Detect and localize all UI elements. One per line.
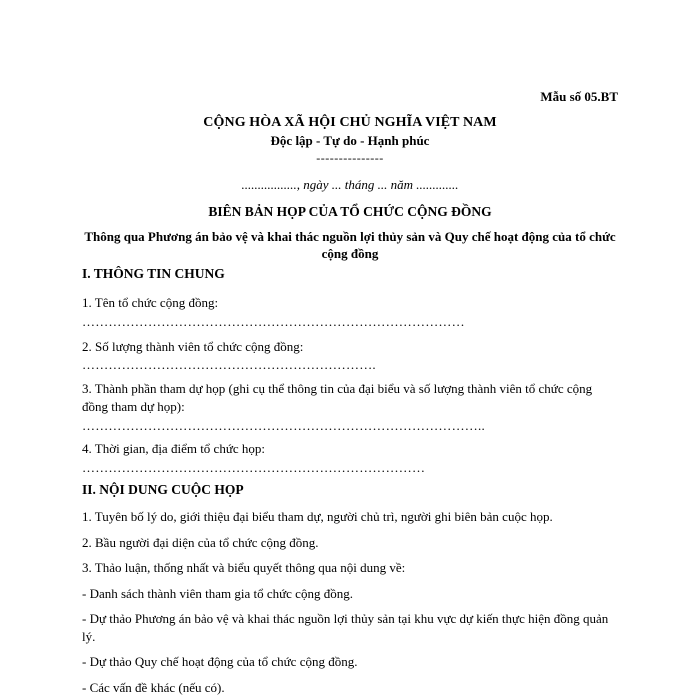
form-code: Mẫu số 05.BT bbox=[540, 89, 618, 104]
motto: Độc lập - Tự do - Hạnh phúc bbox=[270, 133, 430, 148]
content-bullet-2: - Dự thảo Phương án bảo vệ và khai thác nguồn lợi thủy sản tại khu vực dự kiến thực hiện đồng quản lý. bbox=[82, 611, 609, 644]
field-3-blank: ……………………………………………………………………………….. bbox=[82, 419, 485, 433]
content-item-3: 3. Thảo luận, thống nhất và biểu quyết thông qua nội dung về: bbox=[82, 560, 406, 575]
motto-divider: --------------- bbox=[316, 151, 384, 165]
field-2-blank: …………………………………………………………. bbox=[82, 358, 376, 372]
document-title: BIÊN BẢN HỌP CỦA TỔ CHỨC CỘNG ĐỒNG bbox=[208, 204, 492, 219]
field-4-blank: …………………………………………………………………… bbox=[82, 461, 426, 475]
section-2-heading: II. NỘI DUNG CUỘC HỌP bbox=[82, 482, 244, 497]
content-item-2: 2. Bầu người đại diện của tổ chức cộng đồng. bbox=[82, 535, 319, 550]
document-subtitle: Thông qua Phương án bảo vệ và khai thác nguồn lợi thủy sản và Quy chế hoạt động của tổ chức cộng đồng bbox=[84, 229, 616, 261]
field-2-label: 2. Số lượng thành viên tổ chức cộng đồng: bbox=[82, 339, 304, 354]
field-3-label: 3. Thành phần tham dự họp (ghi cụ thể thông tin của đại biểu và số lượng thành viên tổ chức cộng đồng tham dự họp): bbox=[82, 381, 593, 414]
content-bullet-1: - Danh sách thành viên tham gia tổ chức cộng đồng. bbox=[82, 586, 353, 601]
date-line: ................., ngày ... tháng ... năm ............. bbox=[241, 177, 459, 192]
field-1-label: 1. Tên tổ chức cộng đồng: bbox=[82, 295, 219, 310]
nation-title: CỘNG HÒA XÃ HỘI CHỦ NGHĨA VIỆT NAM bbox=[203, 115, 497, 130]
field-1-blank: …………………………………………………………………………… bbox=[82, 315, 465, 329]
field-4-label: 4. Thời gian, địa điểm tổ chức họp: bbox=[82, 441, 266, 456]
content-item-1: 1. Tuyên bố lý do, giới thiệu đại biểu tham dự, người chủ trì, người ghi biên bản cuộc họp. bbox=[82, 509, 553, 524]
content-bullet-3: - Dự thảo Quy chế hoạt động của tổ chức cộng đồng. bbox=[82, 654, 358, 669]
content-bullet-4: - Các vấn đề khác (nếu có). bbox=[82, 680, 225, 695]
section-1-heading: I. THÔNG TIN CHUNG bbox=[82, 266, 225, 281]
